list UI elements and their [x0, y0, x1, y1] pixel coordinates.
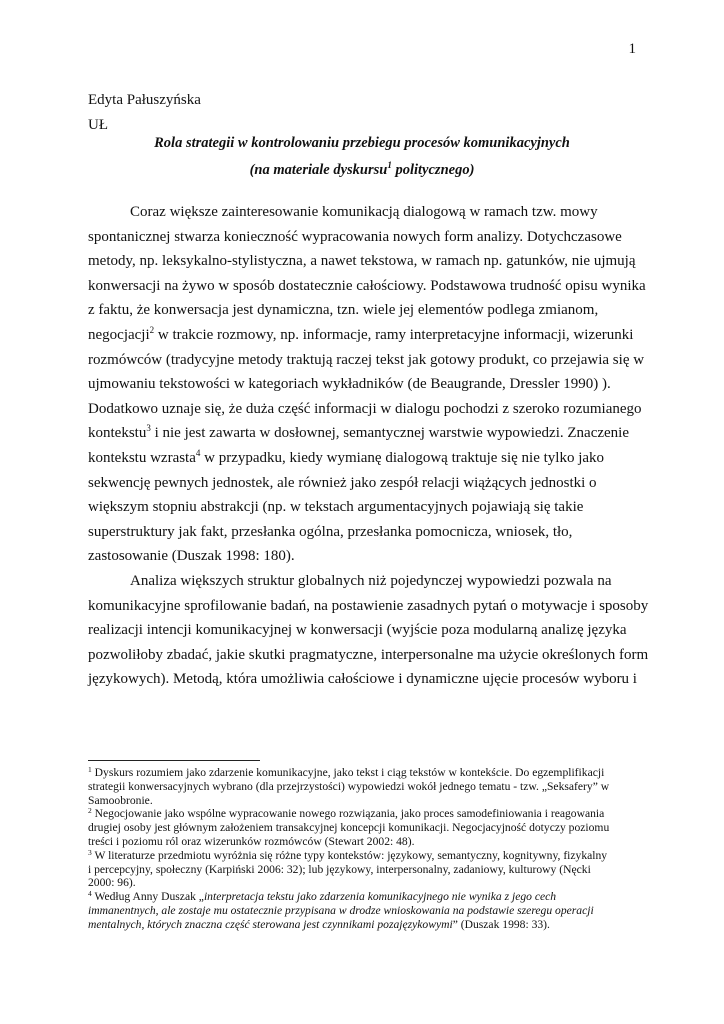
title-text: politycznego) [391, 161, 475, 178]
footnote-number: 3 [88, 847, 92, 857]
footnote-ref-2[interactable]: 2 [149, 324, 155, 335]
footnote-3 [88, 849, 648, 863]
paragraph-line: realizacji intencji komunikacyjnej w konwersacji (wyjście poza modularną analizę języka [88, 622, 627, 639]
footnote-number: 2 [88, 806, 92, 816]
paragraph-line: Coraz większe zainteresowanie komunikacją dialogową w ramach tzw. mowy [130, 204, 598, 220]
paragraph-line [88, 323, 636, 348]
text-span: kontekstu [88, 425, 147, 442]
footnote-line: drugiej osoby jest głównym założeniem transakcyjnej koncepcji komunikacji. Negocjacyjność dotyczy poziomu [88, 821, 610, 835]
title-line-2 [88, 154, 636, 181]
text-span: i nie jest zawarta w dosłownej, semantycznej warstwie wypowiedzi. Znaczenie [150, 425, 629, 442]
footnote-ref-3[interactable]: 3 [146, 423, 151, 434]
footnote-line: treści i poziomu ról oraz wizerunków rozmówców (Stewart 2002: 48). [88, 834, 415, 848]
paragraph-line [88, 446, 636, 471]
text-span: w przypadku, kiedy wymianę dialogową traktuje się nie tylko jako [200, 449, 605, 466]
paragraph-line: sekwencję pewnych jednostek, ale również jako zespół relacji wiążących jednostki o [88, 474, 597, 491]
footnote-line: i percepcyjny, społeczny (Karpiński 2006: 32); lub językowy, interpersonalny, zadaniowy, kulturowy (Nęcki [88, 862, 591, 876]
footnote-line: strategii konwersacyjnych wybrano (dla przejrzystości) wypowiedzi wokół jednego tematu - tzw. „Seksafery” w [88, 779, 610, 793]
footnote-2 [88, 807, 648, 821]
paper-title [88, 132, 636, 181]
paragraph-line: ujmowaniu tekstowości w kategoriach wykładników (de Beaugrande, Dressler 1990) ). [88, 376, 611, 393]
paragraph-line: pozwoliłoby zbadać, jakie skutki pragmatyczne, interpersonalne ma użycie określonych form [88, 646, 649, 663]
footnote-1 [88, 766, 648, 780]
paragraph-line: zastosowanie (Duszak 1998: 180). [88, 548, 295, 565]
footnote-separator [88, 760, 260, 761]
footnote-quote: immanentnych, ale zostaje mu ostatecznie przypisana w drodze wnioskowania na podstawie szeregu operacji [88, 903, 594, 917]
paragraph-line: komunikacyjne sprofilowanie badań, na postawienie zasadnych pytań o motywacje i sposoby [88, 597, 649, 614]
footnote-text: Według Anny Duszak „ [91, 890, 204, 904]
text-span: kontekstu wzrasta [88, 449, 196, 466]
footnote-quote: interpretacja tekstu jako zdarzenia komunikacyjnego nie wynika z jego cech [203, 890, 557, 904]
footnote-text: W literaturze przedmiotu wyróżnia się różne typy kontekstów: językowy, semantyczny, kognitywny, fizykalny [91, 848, 608, 862]
footnote-number: 1 [88, 765, 92, 774]
author-block [88, 88, 201, 138]
author-name: Edyta Pałuszyńska [88, 92, 201, 108]
footnote-line: 2000: 96). [88, 876, 136, 890]
footnote-text: ” (Duszak 1998: 33). [452, 917, 550, 931]
author-affiliation: UŁ [88, 117, 108, 133]
paragraph-line: spontanicznej stwarza konieczność wypracowania nowych form analizy. Dotychczasowe [88, 228, 622, 245]
footnote-quote: mentalnych, których znaczna część sterowana jest czynnikami pozajęzykowymi [88, 917, 453, 931]
body-text [88, 200, 649, 692]
paragraph-line: z faktu, że konwersacja jest dynamiczna, tzn. wiele jej elementów podlega zmianom, [88, 302, 599, 319]
footnote-line: Samoobronie. [88, 793, 153, 807]
paragraph-line: większym stopniu abstrakcji (np. w tekstach argumentacyjnych pojawiają się takie [88, 499, 584, 516]
paragraph-line: superstruktury jak fakt, przesłanka ogólna, przesłanka pomocnicza, wniosek, tło, [88, 523, 573, 540]
paragraph-line: językowych). Metodą, która umożliwia całościowe i dynamiczne ujęcie procesów wyboru i [88, 671, 637, 688]
page-number: 1 [628, 41, 636, 57]
footnote-line [88, 918, 648, 932]
footnote-ref-4[interactable]: 4 [195, 447, 201, 458]
text-span: w trakcie rozmowy, np. informacje, ramy interpretacyjne informacji, wizerunki [154, 326, 634, 343]
footnote-text: Dyskurs rozumiem jako zdarzenie komunikacyjne, jako tekst i ciąg tekstów w kontekście. Do egzemplifikacji [91, 766, 605, 779]
paragraph-line: Analiza większych struktur globalnych niż pojedynczej wypowiedzi pozwala na [130, 572, 612, 589]
footnote-number: 4 [88, 889, 92, 899]
paragraph-line: konwersacji na żywo w sposób dostatecznie całościowy. Podstawowa trudność opisu wynika [88, 277, 646, 294]
title-line-1: Rola strategii w kontrolowaniu przebiegu procesów komunikacyjnych [154, 135, 570, 151]
paragraph-line: Dodatkowo uznaje się, że duża część informacji w dialogu pochodzi z szeroko rozumianego [88, 400, 642, 417]
footnote-text: Negocjowanie jako wspólne wypracowanie nowego rozwiązania, jako proces samodefiniowania i reagowania [91, 807, 605, 821]
title-text: (na materiale dyskursu [249, 161, 388, 178]
text-span: negocjacji [88, 326, 150, 343]
paragraph-line [88, 421, 636, 446]
footnotes [88, 766, 648, 932]
paragraph-line: rozmówców (tradycyjne metody traktują raczej tekst jak gotowy produkt, co przejawia się w [88, 351, 645, 368]
footnote-ref-1[interactable]: 1 [387, 160, 392, 170]
paragraph-line: metody, np. leksykalno-stylistyczna, a nawet tekstowa, w ramach np. gatunków, nie ujmują [88, 253, 636, 270]
footnote-line [88, 904, 648, 918]
footnote-4 [88, 890, 648, 904]
